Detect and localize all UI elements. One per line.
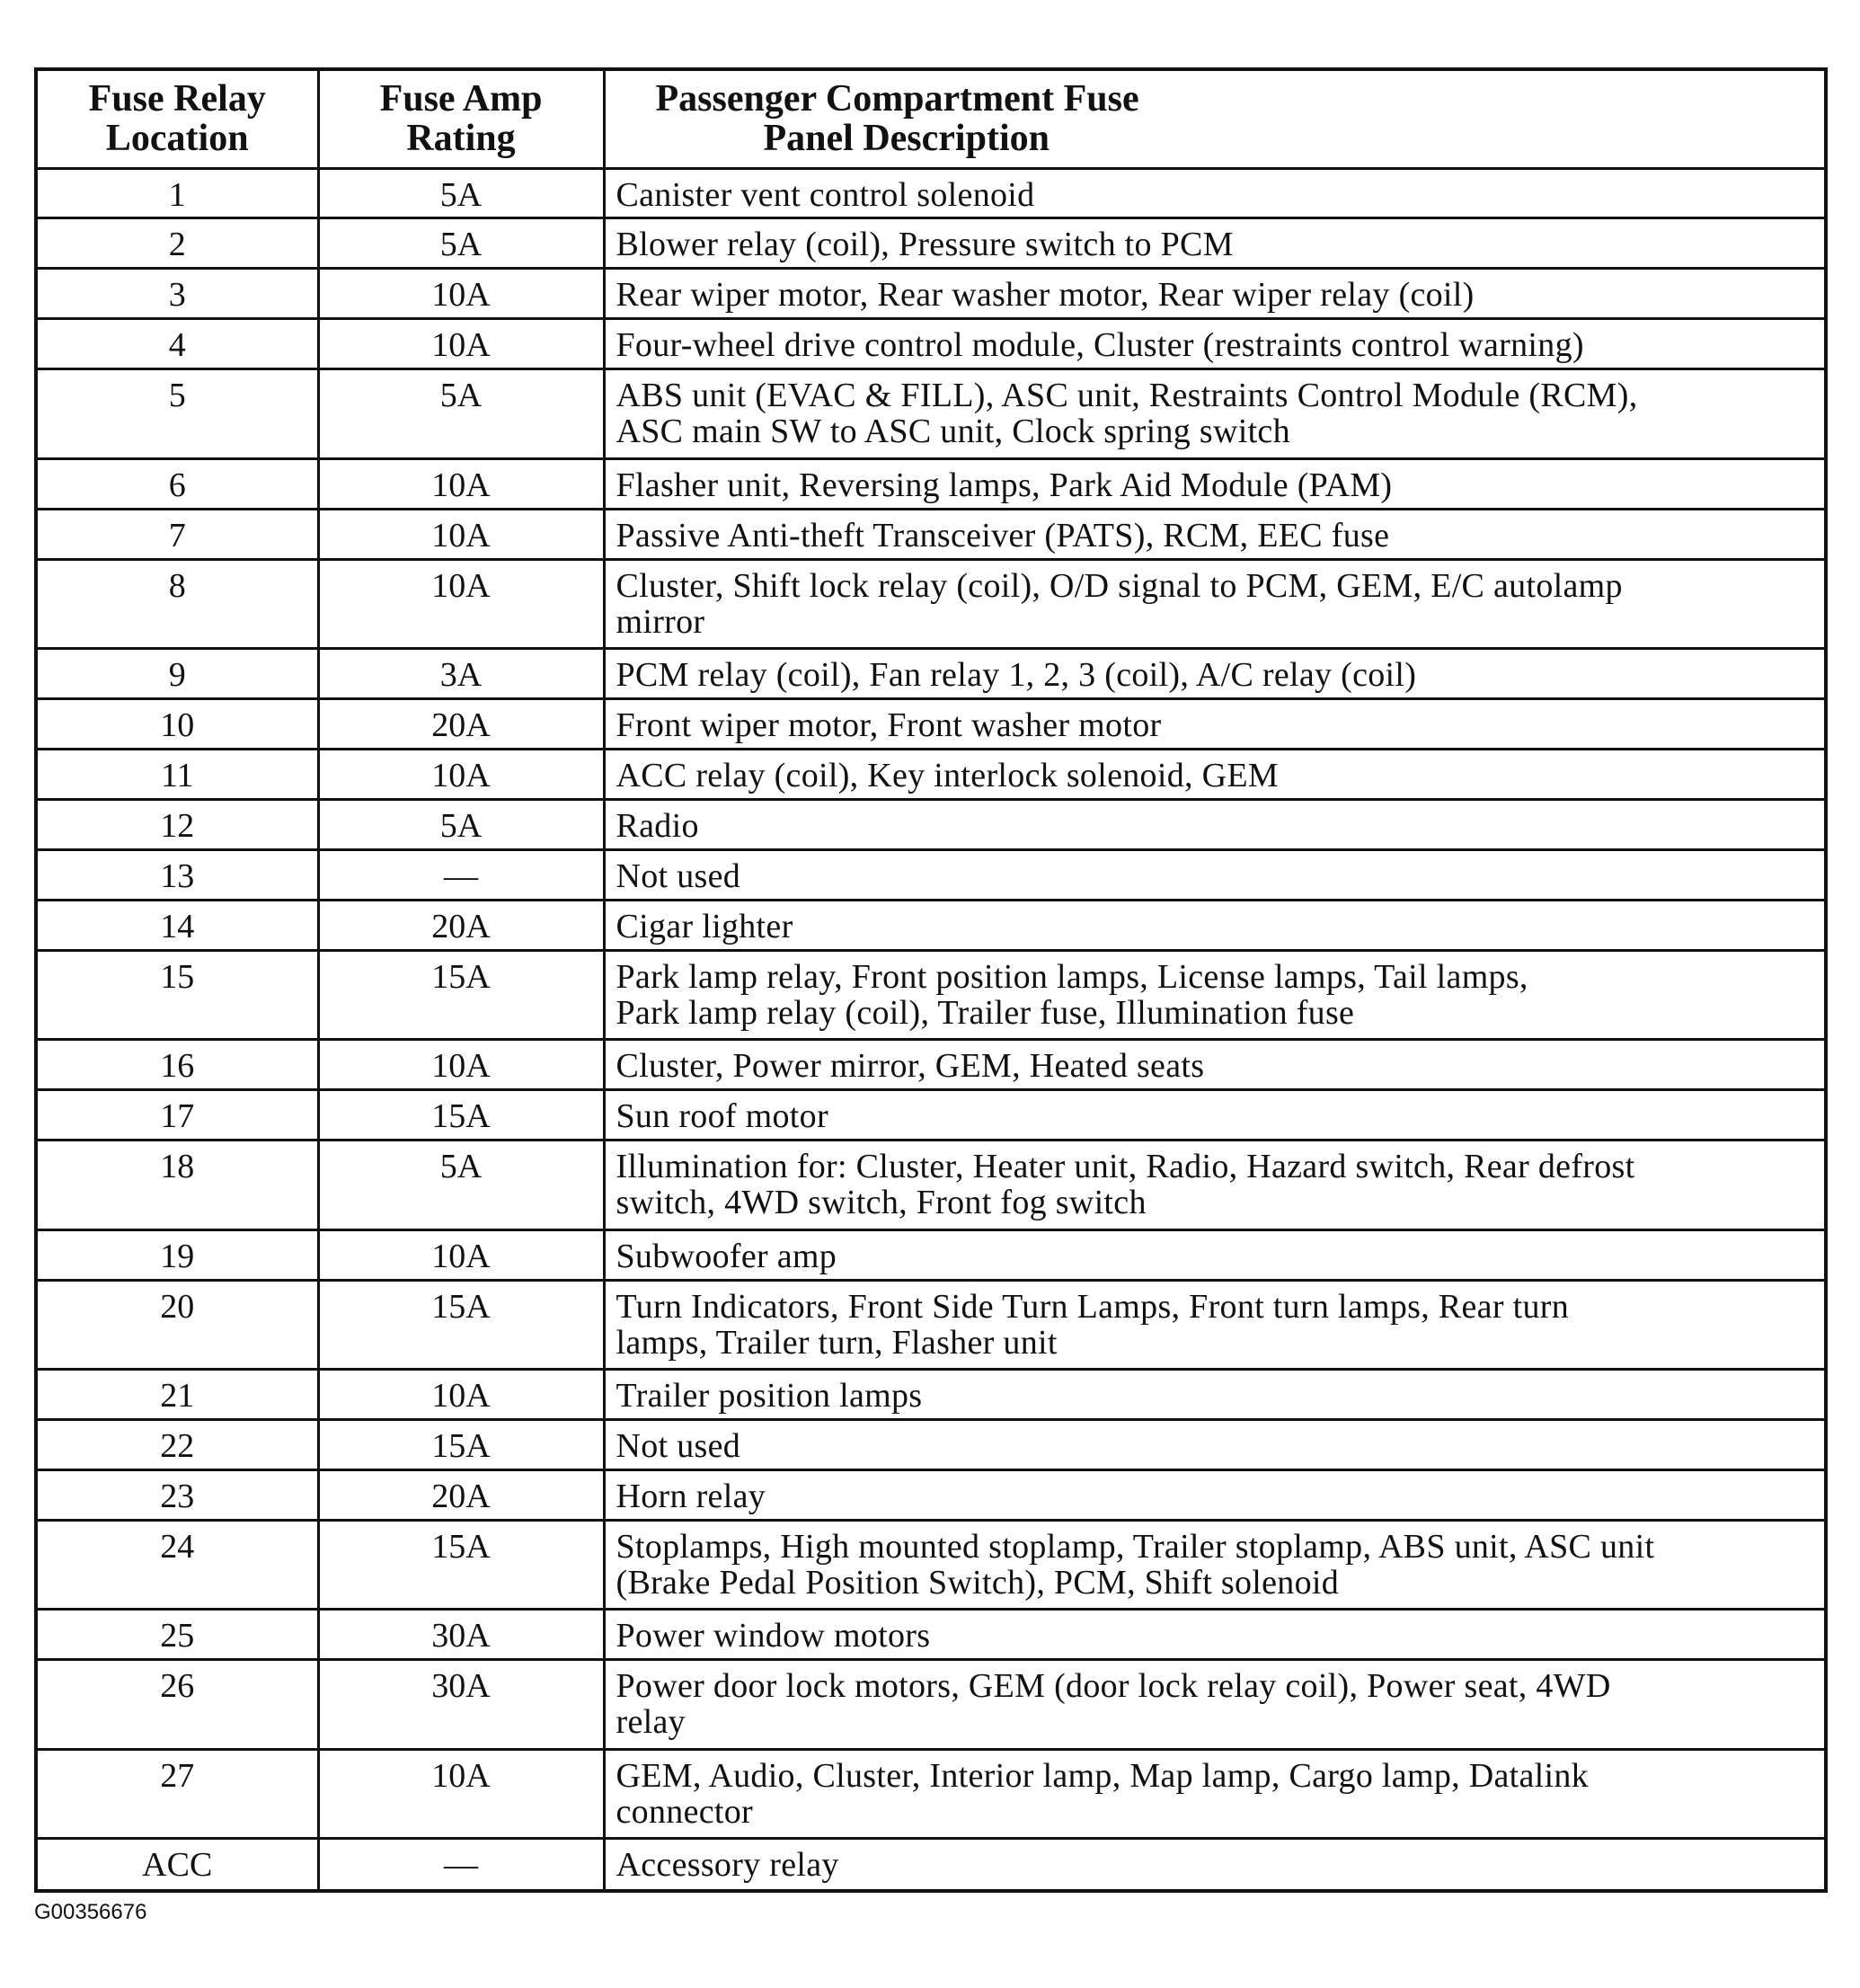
fuse-description-cell (604, 1521, 1824, 1610)
header-row (38, 71, 1824, 168)
fuse-description-cell (604, 559, 1824, 648)
table-row (38, 1660, 1824, 1749)
description-line: Subwoofer amp (616, 1237, 837, 1275)
fuse-location-cell: 12 (38, 800, 318, 850)
fuse-amp-cell: 10A (318, 750, 604, 800)
fuse-location-cell: 13 (38, 849, 318, 900)
description-line: (Brake Pedal Position Switch), PCM, Shift solenoid (616, 1564, 1340, 1602)
fuse-amp-cell: 20A (318, 1470, 604, 1521)
table-row (38, 1040, 1824, 1090)
fuse-description-cell (604, 649, 1824, 699)
fuse-location-cell: 22 (38, 1420, 318, 1470)
table-row (38, 509, 1824, 559)
description-line: Flasher unit, Reversing lamps, Park Aid Module (PAM) (616, 466, 1393, 504)
fuse-amp-cell: 5A (318, 800, 604, 850)
fuse-table-body (38, 168, 1824, 1889)
table-row (38, 1521, 1824, 1610)
fuse-table-frame (34, 67, 1828, 1893)
fuse-description-cell (604, 269, 1824, 319)
description-line: connector (616, 1792, 754, 1831)
fuse-amp-cell: 20A (318, 699, 604, 750)
header-amp-rating: Fuse Amp Rating (318, 71, 604, 168)
fuse-location-cell: 14 (38, 900, 318, 950)
figure-id: G00356676 (34, 1900, 147, 1924)
fuse-location-cell: 26 (38, 1660, 318, 1749)
description-line: Illumination for: Cluster, Heater unit, Radio, Hazard switch, Rear defrost (616, 1148, 1635, 1186)
fuse-location-cell: 23 (38, 1470, 318, 1521)
description-line: Stoplamps, High mounted stoplamp, Trailer stoplamp, ABS unit, ASC unit (616, 1528, 1655, 1566)
fuse-description-cell (604, 319, 1824, 369)
fuse-amp-cell: 10A (318, 1229, 604, 1280)
description-line: Trailer position lamps (616, 1377, 923, 1416)
table-row (38, 168, 1824, 218)
description-line: lamps, Trailer turn, Flasher unit (616, 1323, 1058, 1362)
table-row (38, 800, 1824, 850)
fuse-description-cell (604, 1040, 1824, 1090)
fuse-amp-cell: 10A (318, 509, 604, 559)
fuse-amp-cell: 3A (318, 649, 604, 699)
fuse-description-cell (604, 750, 1824, 800)
fuse-location-cell: 17 (38, 1090, 318, 1140)
description-line: Cluster, Shift lock relay (coil), O/D signal to PCM, GEM, E/C autolamp (616, 566, 1623, 605)
fuse-amp-cell: 10A (318, 1370, 604, 1420)
fuse-amp-cell: 20A (318, 900, 604, 950)
description-line: Radio (616, 807, 699, 846)
fuse-location-cell: ACC (38, 1839, 318, 1889)
fuse-description-cell (604, 1370, 1824, 1420)
table-row (38, 900, 1824, 950)
description-line: Cluster, Power mirror, GEM, Heated seats (616, 1047, 1205, 1086)
fuse-location-cell: 10 (38, 699, 318, 750)
description-line: Cigar lighter (616, 907, 793, 945)
table-row (38, 369, 1824, 458)
fuse-amp-cell: 10A (318, 269, 604, 319)
fuse-location-cell: 24 (38, 1521, 318, 1610)
fuse-description-cell (604, 1660, 1824, 1749)
fuse-description-cell (604, 1749, 1824, 1838)
table-row (38, 950, 1824, 1039)
table-row (38, 1280, 1824, 1369)
fuse-description-cell (604, 900, 1824, 950)
fuse-description-cell (604, 800, 1824, 850)
description-line: ABS unit (EVAC & FILL), ASC unit, Restraints Control Module (RCM), (616, 377, 1638, 415)
fuse-description-cell (604, 458, 1824, 509)
description-line: GEM, Audio, Cluster, Interior lamp, Map lamp, Cargo lamp, Datalink (616, 1756, 1589, 1795)
fuse-amp-cell: — (318, 849, 604, 900)
header-description: Passenger Compartment Fuse Panel Description (604, 71, 1824, 168)
fuse-table (38, 71, 1824, 1889)
fuse-amp-cell: 15A (318, 950, 604, 1039)
fuse-location-cell: 18 (38, 1140, 318, 1229)
fuse-amp-cell: — (318, 1839, 604, 1889)
fuse-description-cell (604, 218, 1824, 269)
fuse-location-cell: 5 (38, 369, 318, 458)
fuse-amp-cell: 5A (318, 218, 604, 269)
description-line: ACC relay (coil), Key interlock solenoid, GEM (616, 757, 1279, 795)
fuse-amp-cell: 30A (318, 1610, 604, 1660)
table-row (38, 1140, 1824, 1229)
table-row (38, 269, 1824, 319)
fuse-description-cell (604, 369, 1824, 458)
fuse-location-cell: 27 (38, 1749, 318, 1838)
description-line: relay (616, 1703, 686, 1742)
description-line: Park lamp relay (coil), Trailer fuse, Illumination fuse (616, 993, 1355, 1032)
table-row (38, 319, 1824, 369)
fuse-location-cell: 21 (38, 1370, 318, 1420)
fuse-amp-cell: 5A (318, 168, 604, 218)
table-row (38, 649, 1824, 699)
description-line: mirror (616, 602, 705, 641)
description-line: Horn relay (616, 1478, 766, 1516)
description-line: Not used (616, 856, 741, 895)
fuse-location-cell: 4 (38, 319, 318, 369)
description-line: Passive Anti-theft Transceiver (PATS), RCM, EEC fuse (616, 516, 1390, 555)
fuse-description-cell (604, 1610, 1824, 1660)
fuse-amp-cell: 30A (318, 1660, 604, 1749)
table-row (38, 1090, 1824, 1140)
fuse-amp-cell: 15A (318, 1420, 604, 1470)
fuse-amp-cell: 15A (318, 1521, 604, 1610)
description-line: Four-wheel drive control module, Cluster (restraints control warning) (616, 326, 1584, 365)
fuse-location-cell: 20 (38, 1280, 318, 1369)
fuse-location-cell: 1 (38, 168, 318, 218)
description-line: Sun roof motor (616, 1097, 828, 1136)
fuse-amp-cell: 10A (318, 1040, 604, 1090)
fuse-amp-cell: 15A (318, 1280, 604, 1369)
fuse-description-cell (604, 509, 1824, 559)
description-line: ASC main SW to ASC unit, Clock spring switch (616, 413, 1290, 451)
fuse-description-cell (604, 1470, 1824, 1521)
fuse-location-cell: 15 (38, 950, 318, 1039)
fuse-location-cell: 7 (38, 509, 318, 559)
fuse-location-cell: 11 (38, 750, 318, 800)
table-row (38, 1839, 1824, 1889)
table-row (38, 750, 1824, 800)
fuse-location-cell: 25 (38, 1610, 318, 1660)
fuse-amp-cell: 15A (318, 1090, 604, 1140)
table-row (38, 1370, 1824, 1420)
description-line: switch, 4WD switch, Front fog switch (616, 1184, 1147, 1222)
table-row (38, 699, 1824, 750)
table-row (38, 1470, 1824, 1521)
fuse-location-cell: 16 (38, 1040, 318, 1090)
fuse-description-cell (604, 1140, 1824, 1229)
fuse-description-cell (604, 1090, 1824, 1140)
fuse-description-cell (604, 1229, 1824, 1280)
fuse-location-cell: 2 (38, 218, 318, 269)
header-location: Fuse Relay Location (38, 71, 318, 168)
table-row (38, 218, 1824, 269)
description-line: PCM relay (coil), Fan relay 1, 2, 3 (coil), A/C relay (coil) (616, 656, 1417, 695)
description-line: Turn Indicators, Front Side Turn Lamps, Front turn lamps, Rear turn (616, 1287, 1570, 1326)
fuse-amp-cell: 10A (318, 319, 604, 369)
table-row (38, 1229, 1824, 1280)
table-row (38, 458, 1824, 509)
fuse-description-cell (604, 849, 1824, 900)
fuse-location-cell: 9 (38, 649, 318, 699)
fuse-amp-cell: 10A (318, 559, 604, 648)
fuse-amp-cell: 10A (318, 458, 604, 509)
table-row (38, 1610, 1824, 1660)
description-line: Accessory relay (616, 1846, 839, 1885)
fuse-description-cell (604, 1280, 1824, 1369)
description-line: Front wiper motor, Front washer motor (616, 706, 1162, 745)
table-row (38, 1420, 1824, 1470)
fuse-location-cell: 19 (38, 1229, 318, 1280)
fuse-amp-cell: 5A (318, 1140, 604, 1229)
fuse-location-cell: 3 (38, 269, 318, 319)
description-line: Park lamp relay, Front position lamps, License lamps, Tail lamps, (616, 957, 1528, 996)
fuse-amp-cell: 10A (318, 1749, 604, 1838)
fuse-amp-cell: 5A (318, 369, 604, 458)
table-row (38, 1749, 1824, 1838)
table-row (38, 849, 1824, 900)
fuse-description-cell (604, 950, 1824, 1039)
fuse-description-cell (604, 168, 1824, 218)
table-row (38, 559, 1824, 648)
fuse-location-cell: 6 (38, 458, 318, 509)
description-line: Power window motors (616, 1617, 931, 1655)
description-line: Blower relay (coil), Pressure switch to PCM (616, 226, 1234, 264)
fuse-description-cell (604, 1839, 1824, 1889)
description-line: Canister vent control solenoid (616, 175, 1035, 214)
fuse-location-cell: 8 (38, 559, 318, 648)
description-line: Rear wiper motor, Rear washer motor, Rear wiper relay (coil) (616, 276, 1475, 315)
description-line: Not used (616, 1427, 741, 1466)
description-line: Power door lock motors, GEM (door lock relay coil), Power seat, 4WD (616, 1667, 1611, 1706)
fuse-description-cell (604, 1420, 1824, 1470)
fuse-description-cell (604, 699, 1824, 750)
